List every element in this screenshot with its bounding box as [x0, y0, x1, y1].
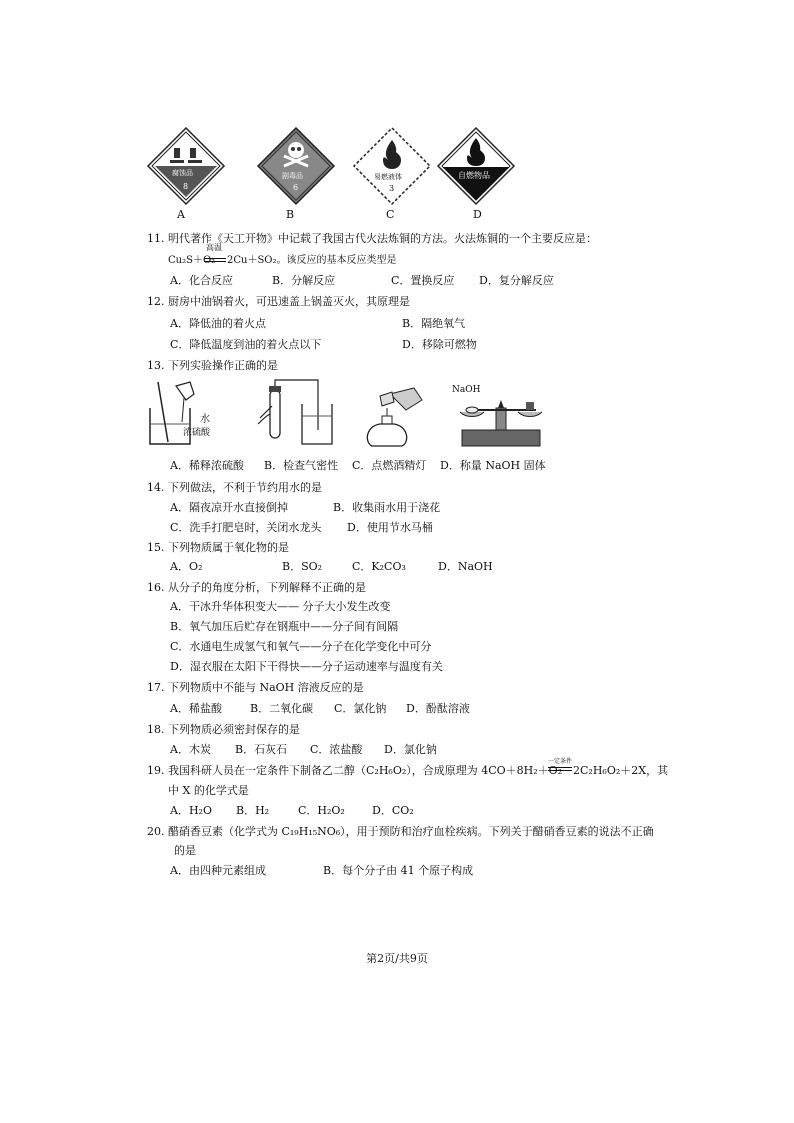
sign-number: 8 — [183, 182, 189, 191]
q11-option-a[interactable]: A．化合反应 — [170, 274, 233, 287]
question-11-equation-right: 2Cu＋SO₂。该反应的基本反应类型是 — [227, 255, 397, 266]
q16-option-c[interactable]: C．水通电生成氢气和氧气——分子在化学变化中可分 — [170, 640, 432, 653]
sign-letter-d: D — [473, 208, 482, 221]
question-15-stem: 15. 下列物质属于氧化物的是 — [147, 541, 289, 554]
hazard-sign-flammable-liquid — [352, 126, 432, 206]
q14-option-b[interactable]: B．收集雨水用于浇花 — [333, 501, 441, 514]
q16-option-d[interactable]: D．湿衣服在太阳下干得快——分子运动速率与温度有关 — [170, 660, 443, 673]
q18-option-b[interactable]: B．石灰石 — [235, 743, 288, 756]
hazard-sign-spontaneous-combustion — [436, 126, 516, 206]
question-19-stem: 19. 我国科研人员在一定条件下制备乙二醇（C₂H₆O₂），合成原理为 4CO＋8H₂＋O₂ — [147, 764, 563, 777]
sign-name: 腐蚀品 — [172, 169, 193, 177]
q13-option-b[interactable]: B．检查气密性 — [264, 459, 339, 472]
question-12-stem: 12. 厨房中油锅着火，可迅速盖上锅盖灭火，其原理是 — [147, 295, 410, 308]
sign-number: 6 — [293, 183, 299, 192]
reaction-condition: 高温 — [206, 243, 222, 252]
apparatus-balance — [456, 394, 546, 450]
sign-number: 3 — [389, 184, 395, 193]
question-11-equation-left: Cu₂S＋O₂ — [168, 255, 216, 266]
question-18-stem: 18. 下列物质必须密封保存的是 — [147, 723, 300, 736]
q16-option-a[interactable]: A．干冰升华体积变大—— 分子大小发生改变 — [170, 600, 391, 613]
label-naoh: NaOH — [452, 385, 481, 395]
q11-option-d[interactable]: D．复分解反应 — [479, 274, 554, 287]
q12-option-c[interactable]: C．降低温度到油的着火点以下 — [170, 338, 322, 351]
page-number: 第2页/共9页 — [366, 952, 428, 965]
q15-option-a[interactable]: A．O₂ — [170, 560, 203, 573]
q13-option-d[interactable]: D．称量 NaOH 固体 — [440, 459, 546, 472]
q17-option-d[interactable]: D．酚酞溶液 — [406, 702, 470, 715]
q14-option-a[interactable]: A．隔夜凉开水直接倒掉 — [170, 501, 288, 514]
q15-option-b[interactable]: B．SO₂ — [282, 560, 323, 573]
q18-option-d[interactable]: D．氯化钠 — [384, 743, 437, 756]
question-11-stem: 11. 明代著作《天工开物》中记载了我国古代火法炼铜的方法。火法炼铜的一个主要反应是： — [147, 232, 597, 245]
apparatus-alcohol-lamp — [360, 384, 430, 450]
question-19-stem-tail: 2C₂H₆O₂＋2X，其 — [573, 764, 669, 777]
q11-option-b[interactable]: B．分解反应 — [272, 274, 336, 287]
label-water: 水 — [200, 414, 210, 425]
question-19-stem-line2: 中 X 的化学式是 — [168, 784, 249, 797]
q20-option-b[interactable]: B．每个分子由 41 个原子构成 — [323, 864, 474, 877]
sign-name: 自燃物品 — [458, 171, 490, 180]
q15-option-d[interactable]: D．NaOH — [438, 560, 493, 573]
hazard-sign-toxic — [256, 126, 336, 206]
q14-option-d[interactable]: D．使用节水马桶 — [347, 521, 433, 534]
q20-option-a[interactable]: A．由四种元素组成 — [170, 864, 266, 877]
q16-option-b[interactable]: B．氧气加压后贮存在钢瓶中——分子间有间隔 — [170, 620, 399, 633]
question-20-stem-line2: 的是 — [174, 844, 196, 857]
q18-option-c[interactable]: C．浓盐酸 — [310, 743, 363, 756]
equation-arrow — [204, 258, 226, 262]
q13-option-c[interactable]: C．点燃酒精灯 — [352, 459, 427, 472]
q17-option-b[interactable]: B．二氧化碳 — [250, 702, 314, 715]
question-20-stem: 20. 醋硝香豆素（化学式为 C₁₉H₁₅NO₆），用于预防和治疗血栓疾病。下列关于醋硝香豆素的说法不正确 — [147, 825, 654, 838]
question-13-stem: 13. 下列实验操作正确的是 — [147, 359, 278, 372]
q18-option-a[interactable]: A．木炭 — [170, 743, 211, 756]
q13-option-a[interactable]: A．稀释浓硫酸 — [170, 459, 244, 472]
sign-name: 剧毒品 — [282, 172, 303, 180]
equation-arrow — [548, 767, 572, 771]
label-conc-sulfuric-acid: 浓硫酸 — [183, 428, 211, 438]
sign-letter-a: A — [177, 208, 185, 221]
q19-option-b[interactable]: B．H₂ — [236, 804, 270, 817]
q12-option-a[interactable]: A．降低油的着火点 — [170, 317, 266, 330]
q19-option-c[interactable]: C．H₂O₂ — [298, 804, 345, 817]
q19-option-a[interactable]: A．H₂O — [170, 804, 212, 817]
reaction-condition: 一定条件 — [548, 758, 573, 765]
sign-letter-b: B — [286, 208, 295, 221]
q15-option-c[interactable]: C．K₂CO₃ — [352, 560, 406, 573]
apparatus-airtightness — [256, 378, 336, 448]
q12-option-d[interactable]: D．移除可燃物 — [402, 338, 477, 351]
q11-option-c[interactable]: C．置换反应 — [391, 274, 455, 287]
q17-option-a[interactable]: A．稀盐酸 — [170, 702, 222, 715]
question-14-stem: 14. 下列做法，不利于节约用水的是 — [147, 481, 322, 494]
q17-option-c[interactable]: C．氯化钠 — [334, 702, 387, 715]
q14-option-c[interactable]: C．洗手打肥皂时，关闭水龙头 — [170, 521, 322, 534]
hazard-sign-corrosive — [146, 126, 226, 206]
question-17-stem: 17. 下列物质中不能与 NaOH 溶液反应的是 — [147, 681, 364, 694]
q19-option-d[interactable]: D．CO₂ — [372, 804, 414, 817]
question-16-stem: 16. 从分子的角度分析，下列解释不正确的是 — [147, 581, 366, 594]
sign-letter-c: C — [386, 208, 395, 221]
sign-name: 易燃液体 — [374, 173, 402, 181]
q12-option-b[interactable]: B．隔绝氧气 — [402, 317, 466, 330]
